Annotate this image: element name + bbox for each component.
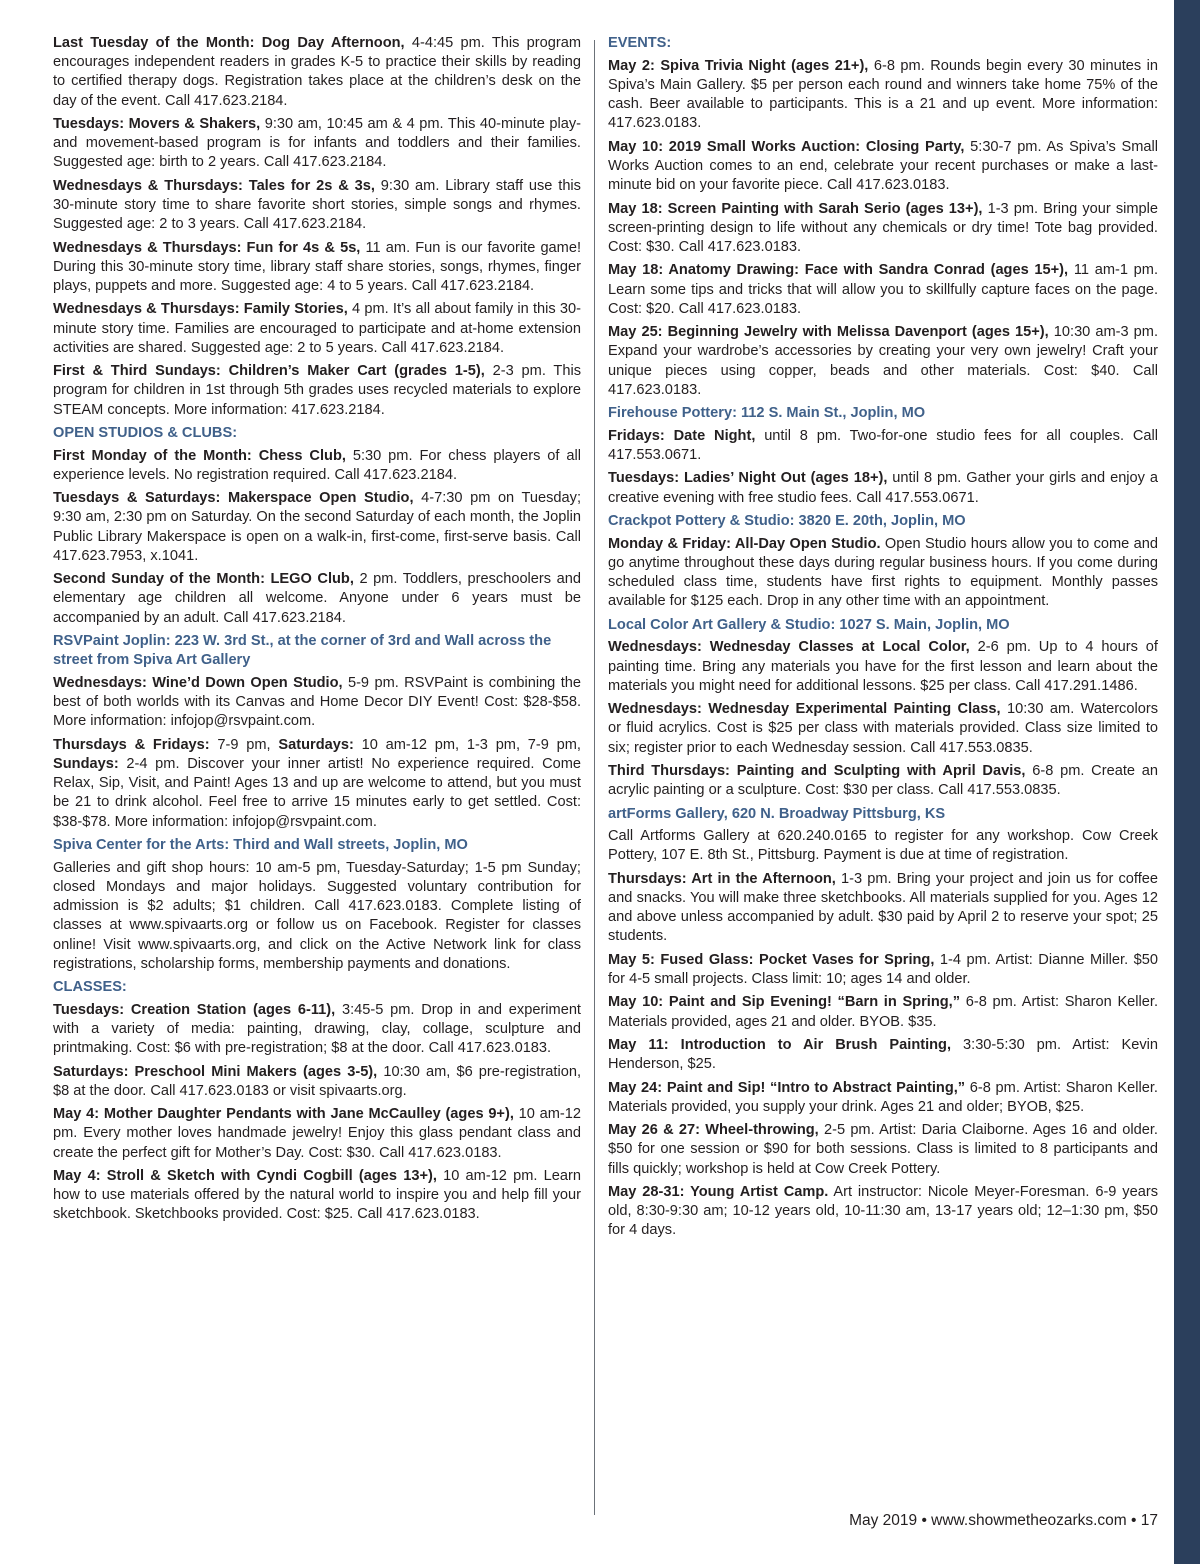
- listing-item: [608, 827, 1158, 865]
- listing-body: 2-5 pm. Artist: Daria Claiborne. Ages 16 and older. $50 for one session or $90 for both sessions. Class is limited to 8 participants and fills quickly; workshop is held at Cow Creek Pottery.: [608, 1122, 1158, 1177]
- listing-title: Tuesdays: Creation Station (ages 6-11),: [53, 1001, 336, 1018]
- listing-title: May 10: 2019 Small Works Auction: Closing Party,: [608, 138, 965, 155]
- listing-body: 2-4 pm. Discover your inner artist! No experience required. Come Relax, Sip, Visit, and Paint! Ages 13 and up are welcome to attend, but you must be 21 to drink alcohol. Feel free to arrive 15 minutes early to get settled. Cost: $38-$78. More information: infojop@rsvpaint.com.: [53, 755, 581, 830]
- listing-body: 6-8 pm. Artist: Sharon Keller. Materials provided, you supply your drink. Ages 21 and older; BYOB, $25.: [608, 1079, 1158, 1115]
- listing-body: Call Artforms Gallery at 620.240.0165 to register for any workshop. Cow Creek Pottery, 107 E. 8th St., Pittsburg. Payment is due at time of registration.: [608, 828, 1158, 864]
- listing-body: 5-9 pm. RSVPaint is combining the best of both worlds with its Canvas and Home Decor DIY Event! Cost: $28-$58. More information: infojop@rsvpaint.com.: [53, 674, 581, 730]
- listing-body: 10:30 am. Watercolors or fluid acrylics. Cost is $25 per class with materials provided. Class size limited to six; register prior to each Wednesday session. Call 417.553.0835.: [608, 701, 1158, 756]
- listing-title: Wednesdays & Thursdays: Tales for 2s & 3s,: [53, 177, 375, 194]
- listing-title: Wednesdays & Thursdays: Fun for 4s & 5s,: [53, 239, 361, 256]
- listing-title: First Monday of the Month: Chess Club,: [53, 447, 346, 464]
- listing-body: 4-7:30 pm on Tuesday; 9:30 am, 2:30 pm on Saturday. On the second Saturday of each month, the Joplin Public Library Makerspace is open on a walk-in, first-come, first-serve basis. Call 417.623.7953, x.1041.: [53, 490, 581, 564]
- listing-title: First & Third Sundays: Children’s Maker Cart (grades 1-5),: [53, 363, 485, 380]
- listing-item: [53, 34, 581, 111]
- listing-title: May 2: Spiva Trivia Night (ages 21+),: [608, 57, 869, 74]
- listing-title: Tuesdays & Saturdays: Makerspace Open Studio,: [53, 490, 414, 507]
- listing-body: 3:45-5 pm. Drop in and experiment with a variety of media: painting, drawing, clay, collage, sculpture and printmaking. Cost: $6 with pre-registration; $8 at the door. Call 417.623.0183.: [53, 1001, 581, 1057]
- listing-title: Wednesdays: Wednesday Classes at Local Color,: [608, 639, 970, 656]
- listing-title: Wednesdays: Wednesday Experimental Painting Class,: [608, 701, 1001, 718]
- listing-item: [53, 362, 581, 420]
- listing-item: [53, 177, 581, 235]
- listing-title: Saturdays:: [278, 736, 354, 753]
- listing-item: [608, 1183, 1158, 1241]
- listing-title: May 10: Paint and Sip Evening! “Barn in Spring,”: [608, 994, 961, 1011]
- listing-title: Thursdays & Fridays:: [53, 736, 210, 753]
- listing-body: 5:30 pm. For chess players of all experience levels. No registration required. Call 417.623.2184.: [53, 447, 581, 483]
- listing-body: 4 pm. It’s all about family in this 30-minute story time. Families are encouraged to participate and at-home extension activities are shared. Suggested age: 2 to 5 years. Call 417.623.2184.: [53, 301, 581, 356]
- section-heading: Local Color Art Gallery & Studio: 1027 S. Main, Joplin, MO: [608, 616, 1010, 633]
- listing-item: [53, 1063, 581, 1101]
- listing-item: [53, 1105, 581, 1163]
- listing-item: [53, 1001, 581, 1059]
- listing-item: [608, 870, 1158, 947]
- section-heading: RSVPaint Joplin: 223 W. 3rd St., at the corner of 3rd and Wall across the street from Spiva Art Gallery: [53, 633, 552, 669]
- listing-item: [53, 736, 581, 832]
- listing-item: [608, 638, 1158, 696]
- listing-title: May 24: Paint and Sip! “Intro to Abstract Painting,”: [608, 1079, 966, 1096]
- listing-title: Sundays:: [53, 755, 119, 772]
- column-divider: [594, 40, 595, 1515]
- listing-body: 5:30-7 pm. As Spiva’s Small Works Auction comes to an end, celebrate your recent purchases or make a last-minute bid on your favorite piece. Call 417.623.0183.: [608, 138, 1159, 194]
- listing-body: 11 am. Fun is our favorite game! During this 30-minute story time, library staff share stories, songs, rhymes, finger plays, puppets and more. Suggested age: 4 to 5 years. Call 417.623.2184.: [53, 239, 582, 294]
- section-heading: CLASSES:: [53, 979, 127, 996]
- listing-title: May 28-31: Young Artist Camp.: [608, 1184, 829, 1201]
- listing-item: [608, 469, 1158, 507]
- listing-title: Last Tuesday of the Month: Dog Day Afternoon,: [53, 35, 405, 51]
- listing-title: Monday & Friday: All-Day Open Studio.: [608, 535, 881, 552]
- listing-item: [608, 1036, 1158, 1074]
- listing-body: 2 pm. Toddlers, preschoolers and elementary age children all welcome. Anyone under 6 years must be accompanied by an adult. Call 417.623.2184.: [53, 571, 581, 626]
- listing-body: Galleries and gift shop hours: 10 am-5 pm, Tuesday-Saturday; 1-5 pm Sunday; closed Mondays and major holidays. Suggested voluntary contribution for admission is $2 adults; $1 children. Call 417.623.0183. Complete listing of classes at www.spivaarts.org or follow us on Facebook. Register for classes online! Visit www.spivaarts.org, and click on the Active Network link for class registrations, scholarship forms, membership payments and donations.: [53, 859, 581, 972]
- listing-item: [53, 239, 581, 297]
- listing-body: 10:30 am-3 pm. Expand your wardrobe’s accessories by creating your very own jewelry! Craft your unique pieces using copper, beads and other materials. Cost: $40. Call 417.623.0183.: [608, 324, 1158, 398]
- listing-body: 4-4:45 pm. This program encourages independent readers in grades K-5 to practice their skills by reading to certified therapy dogs. Registration takes place at the children’s desk on the day of the event. Call 417.623.2184.: [53, 35, 582, 109]
- listing-item: [608, 951, 1158, 989]
- listing-body: 6-8 pm. Rounds begin every 30 minutes in Spiva’s Main Gallery. $5 per person each round and winners take home 75% of the cash. Beer available to participants. This is a 21 and up event. More information: 417.623.0183.: [608, 57, 1158, 132]
- section-heading: Spiva Center for the Arts: Third and Wall streets, Joplin, MO: [53, 836, 468, 853]
- section-heading: artForms Gallery, 620 N. Broadway Pittsburg, KS: [608, 805, 946, 822]
- listing-body: 3:30-5:30 pm. Artist: Kevin Henderson, $25.: [608, 1037, 1158, 1073]
- listing-item: [53, 859, 581, 974]
- listing-item: [608, 762, 1158, 800]
- listing-body: 9:30 am, 10:45 am & 4 pm. This 40-minute play- and movement-based program is for infants and toddlers and their families. Suggested age: birth to 2 years. Call 417.623.2184.: [53, 116, 581, 171]
- listing-item: [608, 700, 1158, 758]
- listing-body: Open Studio hours allow you to come and go anytime throughout these days during regular business hours. If you come during scheduled class time, students have first rights to equipment. Monthly passes available for $125 each. Drop in any other time with an appointment.: [608, 535, 1158, 610]
- right-column: [608, 34, 1158, 1245]
- listing-title: May 25: Beginning Jewelry with Melissa Davenport (ages 15+),: [608, 324, 1049, 341]
- listing-item: [608, 57, 1158, 134]
- section-heading: EVENTS:: [608, 35, 672, 51]
- listing-item: [608, 1079, 1158, 1117]
- listing-body: 10 am-12 pm. Every mother loves handmade jewelry! Enjoy this glass pendant class and create the perfect gift for Mother’s Day. Cost: $30. Call 417.623.0183.: [53, 1106, 581, 1161]
- listing-body: 7-9 pm,: [209, 736, 279, 753]
- section-heading: OPEN STUDIOS & CLUBS:: [53, 424, 238, 441]
- listing-title: Second Sunday of the Month: LEGO Club,: [53, 571, 354, 588]
- listing-body: 9:30 am. Library staff use this 30-minute story time to share favorite short stories, simple songs and rhymes. Suggested age: 2 to 3 years. Call 417.623.2184.: [53, 177, 581, 233]
- listing-title: May 4: Mother Daughter Pendants with Jane McCaulley (ages 9+),: [53, 1106, 514, 1123]
- listing-title: Fridays: Date Night,: [608, 427, 756, 444]
- page-edge-bar: [1174, 0, 1200, 1564]
- section-heading: Firehouse Pottery: 112 S. Main St., Joplin, MO: [608, 405, 926, 422]
- listing-item: [53, 570, 581, 628]
- listing-title: May 18: Anatomy Drawing: Face with Sandra Conrad (ages 15+),: [608, 262, 1069, 279]
- listing-item: [53, 447, 581, 485]
- listing-item: [53, 1167, 581, 1225]
- listing-item: [608, 138, 1158, 196]
- listing-title: May 11: Introduction to Air Brush Painting,: [608, 1037, 952, 1054]
- listing-body: 2-3 pm. This program for children in 1st through 5th grades uses recycled materials to explore STEAM concepts. More information: 417.623.2184.: [53, 363, 581, 418]
- listing-title: Tuesdays: Movers & Shakers,: [53, 116, 261, 132]
- listing-body: 1-4 pm. Artist: Dianne Miller. $50 for 4-5 small projects. Class limit: 10; ages 14 and older.: [608, 951, 1158, 988]
- listing-body: 10:30 am, $6 pre-registration, $8 at the door. Call 417.623.0183 or visit spivaarts.org.: [53, 1063, 582, 1099]
- listing-title: May 18: Screen Painting with Sarah Serio (ages 13+),: [608, 200, 983, 217]
- listing-item: [53, 300, 581, 358]
- listing-body: until 8 pm. Two-for-one studio fees for all couples. Call 417.553.0671.: [608, 427, 1158, 463]
- listing-item: [608, 993, 1158, 1031]
- listing-body: 6-8 pm. Create an acrylic painting or a sculpture. Cost: $30 per class. Call 417.553.0835.: [608, 762, 1158, 799]
- listing-body: 2-6 pm. Up to 4 hours of painting time. Bring any materials you have for the first lesson and learn about the materials you might need for additional lessons. $25 per class. Call 417.291.1486.: [608, 639, 1158, 694]
- listing-item: [608, 323, 1158, 400]
- listing-body: 1-3 pm. Bring your project and join us for coffee and snacks. You will make three sketchbooks. All materials supplied for you. Ages 12 and above unless accompanied by adult. $30 paid by April 2 to reserve your spot; 25 students.: [608, 870, 1158, 945]
- page-footer: May 2019 • www.showmetheozarks.com • 17: [849, 1512, 1158, 1529]
- listing-body: 1-3 pm. Bring your simple screen-printing design to life without any chemicals or dry time! Tote bag provided. Cost: $30. Call 417.623.0183.: [608, 200, 1158, 255]
- listing-body: 6-8 pm. Artist: Sharon Keller. Materials provided, ages 21 and older. BYOB. $35.: [608, 994, 1159, 1030]
- listing-item: [608, 200, 1158, 258]
- listing-title: Wednesdays: Wine’d Down Open Studio,: [53, 674, 343, 691]
- listing-title: May 4: Stroll & Sketch with Cyndi Cogbill (ages 13+),: [53, 1167, 437, 1184]
- listing-body: until 8 pm. Gather your girls and enjoy a creative evening with free studio fees. Call 417.553.0671.: [608, 470, 1158, 506]
- listing-title: Tuesdays: Ladies’ Night Out (ages 18+),: [608, 470, 888, 487]
- listing-title: May 5: Fused Glass: Pocket Vases for Spring,: [608, 951, 935, 968]
- listing-item: [608, 1121, 1158, 1179]
- listing-body: 10 am-12 pm. Learn how to use materials offered by the natural world to inspire you and help fill your sketchbook. Sketchbooks provided. Cost: $25. Call 417.623.0183.: [53, 1167, 581, 1223]
- listing-item: [53, 674, 581, 732]
- section-heading: Crackpot Pottery & Studio: 3820 E. 20th, Joplin, MO: [608, 512, 966, 529]
- listing-body: 10 am-12 pm, 1-3 pm, 7-9 pm,: [353, 736, 581, 753]
- listing-item: [608, 261, 1158, 319]
- left-column: [53, 34, 581, 1229]
- listing-item: [608, 535, 1158, 612]
- listing-body: Art instructor: Nicole Meyer-Foresman. 6-9 years old, 8:30-9:30 am; 10-12 years old, 10-11:30 am, 13-17 years old; 12–1:30 pm, $50 for 4 days.: [608, 1184, 1158, 1239]
- listing-title: Saturdays: Preschool Mini Makers (ages 3-5),: [53, 1063, 378, 1080]
- listing-title: Wednesdays & Thursdays: Family Stories,: [53, 301, 348, 318]
- listing-title: Third Thursdays: Painting and Sculpting with April Davis,: [608, 762, 1026, 779]
- listing-title: May 26 & 27: Wheel-throwing,: [608, 1122, 819, 1139]
- listing-body: 11 am-1 pm. Learn some tips and tricks that will allow you to skillfully capture faces on the page. Cost: $20. Call 417.623.0183.: [608, 262, 1159, 317]
- listing-item: [53, 489, 581, 566]
- listing-item: [608, 427, 1158, 465]
- listing-title: Thursdays: Art in the Afternoon,: [608, 870, 836, 887]
- listing-item: [53, 115, 581, 173]
